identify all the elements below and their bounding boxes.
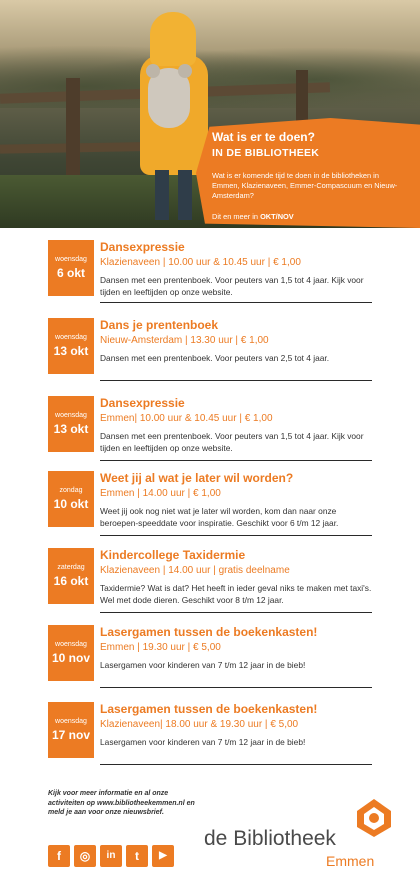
divider xyxy=(100,612,372,613)
event-date-badge xyxy=(48,625,94,681)
hero-subtitle: IN DE BIBLIOTHEEK xyxy=(212,147,320,159)
event-description: Lasergamen voor kinderen van 7 t/m 12 jaar in de bieb! xyxy=(100,737,306,747)
event-date: 17 nov xyxy=(51,728,90,742)
event-description: Taxidermie? Wat is dat? Het heeft in ieder geval niks te maken met taxi's. Wel met dode dieren. Geschikt voor 8 t/m 12 jaar. xyxy=(100,583,372,605)
event-day: woensdag xyxy=(55,718,87,725)
event-title: Dansexpressie xyxy=(100,240,185,254)
event-meta: Klazienaveen| 18.00 uur & 19.30 uur | € 5,00 xyxy=(100,719,299,730)
event-meta: Klazienaveen | 10.00 uur & 10.45 uur | € 1,00 xyxy=(100,257,301,268)
instagram-icon[interactable]: ◎ xyxy=(74,845,96,867)
event-date: 10 nov xyxy=(51,651,90,665)
event-day: woensdag xyxy=(55,256,87,263)
event-date-badge xyxy=(48,318,94,374)
event-day: woensdag xyxy=(55,412,87,419)
event-title: Dans je prentenboek xyxy=(100,318,219,332)
event-meta: Emmen | 14.00 uur | € 1,00 xyxy=(100,488,221,499)
event-meta: Emmen | 19.30 uur | € 5,00 xyxy=(100,642,221,653)
bibliotheek-logo-icon xyxy=(353,797,395,839)
event-date: 10 okt xyxy=(53,497,89,511)
hero-title: Wat is er te doen? xyxy=(212,130,315,144)
event-date-badge xyxy=(48,396,94,452)
divider xyxy=(100,302,372,303)
event-title: Dansexpressie xyxy=(100,396,185,410)
event-meta: Klazienaveen | 14.00 uur | gratis deelname xyxy=(100,565,290,576)
event-day: zondag xyxy=(59,487,83,494)
youtube-icon[interactable]: ▶ xyxy=(152,845,174,867)
divider xyxy=(100,535,372,536)
event-title: Lasergamen tussen de boekenkasten! xyxy=(100,625,318,639)
brand-name: de Bibliotheek xyxy=(204,827,336,850)
hero-more: Dit en meer in OKT/NOV xyxy=(212,212,294,221)
twitter-icon[interactable]: t xyxy=(126,845,148,867)
event-day: zaterdag xyxy=(57,564,85,571)
facebook-icon[interactable]: f xyxy=(48,845,70,867)
event-meta: Emmen| 10.00 uur & 10.45 uur | € 1,00 xyxy=(100,413,273,424)
event-date-badge xyxy=(48,240,94,296)
event-title: Lasergamen tussen de boekenkasten! xyxy=(100,702,318,716)
event-date-badge xyxy=(48,471,94,527)
divider xyxy=(100,687,372,688)
event-date: 13 okt xyxy=(53,344,89,358)
brand-location: Emmen xyxy=(326,853,375,869)
event-description: Dansen met een prentenboek. Voor peuters van 1,5 tot 4 jaar. Kijk voor tijden en leeftijden op onze website. xyxy=(100,431,364,453)
footer-info-text: Kijk voor meer informatie en al onze activiteiten op www.bibliotheekemmen.nl en meld je aan voor onze nieuwsbrief. xyxy=(48,790,195,816)
divider xyxy=(100,380,372,381)
event-date: 16 okt xyxy=(53,574,89,588)
event-description: Lasergamen voor kinderen van 7 t/m 12 jaar in de bieb! xyxy=(100,660,306,670)
linkedin-icon[interactable]: in xyxy=(100,845,122,867)
event-title: Weet jij al wat je later wil worden? xyxy=(100,471,294,485)
event-description: Weet jij ook nog niet wat je later wil worden, kom dan naar onze beroepen-speeddate voor inspiratie. Geschikt voor 6 t/m 12 jaar. xyxy=(100,506,339,528)
event-day: woensdag xyxy=(55,641,87,648)
event-date: 13 okt xyxy=(53,422,89,436)
event-description: Dansen met een prentenboek. Voor peuters van 1,5 tot 4 jaar. Kijk voor tijden en leeftijden op onze website. xyxy=(100,275,364,297)
event-day: woensdag xyxy=(55,334,87,341)
event-description: Dansen met een prentenboek. Voor peuters van 2,5 tot 4 jaar. xyxy=(100,353,330,363)
hero-text: Wat is er komende tijd te doen in de bibliotheken in Emmen, Klazienaveen, Emmer-Compascuum en Nieuw-Amsterdam? xyxy=(212,171,398,200)
event-date: 6 okt xyxy=(56,266,85,280)
event-meta: Nieuw-Amsterdam | 13.30 uur | € 1,00 xyxy=(100,335,269,346)
event-title: Kindercollege Taxidermie xyxy=(100,548,246,562)
event-date-badge xyxy=(48,548,94,604)
divider xyxy=(100,764,372,765)
divider xyxy=(100,460,372,461)
event-date-badge xyxy=(48,702,94,758)
